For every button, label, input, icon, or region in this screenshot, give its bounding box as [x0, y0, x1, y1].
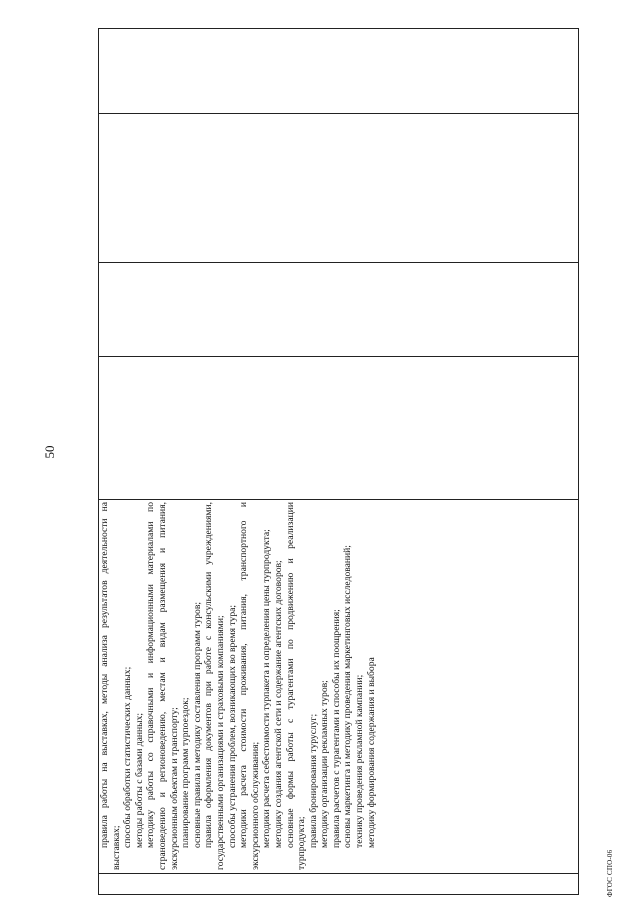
list-item: методику организации рекламных туров;: [319, 680, 331, 848]
list-item: методику формирования содержания и выбора: [365, 657, 377, 848]
footer-code: ФГОС СПО-06: [606, 849, 614, 897]
list-item: правила расчетов с турагентами и способы их поощрения;: [330, 609, 342, 848]
knowledge-list-cell: [99, 500, 578, 874]
list-item: основные формы работы с турагентами по продвижению и реализации турпродукта;: [284, 502, 308, 870]
list-item: методику работы со справочными и информационными материалами по страноведению и регионоведению, местам и видам размещения и питания, экскурсионным объектам и транспорту;: [145, 502, 180, 870]
list-item: правила бронирования туруслуг;: [307, 713, 319, 848]
list-item: технику проведения рекламной кампании;: [354, 674, 366, 848]
list-item: методики расчета себестоимости турпакета и определения цены турпродукта;: [261, 529, 273, 848]
requirements-table: [98, 28, 579, 895]
list-item: правила оформления документов при работе с консульскими учреждениями, государственными организациями и страховыми компаниями;: [203, 502, 226, 870]
column-divider: [99, 113, 578, 114]
list-item: методики расчета стоимости проживания, питания, транспортного и экскурсионного обслуживания;: [238, 502, 261, 870]
list-item: планирование программ турпоездок;: [180, 697, 192, 848]
column-divider: [99, 262, 578, 263]
list-item: методы работы с базами данных;: [133, 712, 145, 848]
list-item: способы обработки статистических данных;: [122, 666, 134, 848]
list-item: основы маркетинга и методику проведения маркетинговых исследований;: [342, 545, 354, 848]
column-divider: [99, 356, 578, 357]
list-item: способы устранения проблем, возникающих во время тура;: [226, 604, 238, 848]
list-item: методику создания агентской сети и содержание агентских договоров;: [272, 560, 284, 848]
page-number: 50: [42, 445, 57, 459]
list-item: основные правила и методику составления программ туров;: [191, 601, 203, 848]
list-item: правила работы на выставках, методы анализа результатов деятельности на выставках;: [99, 502, 122, 870]
